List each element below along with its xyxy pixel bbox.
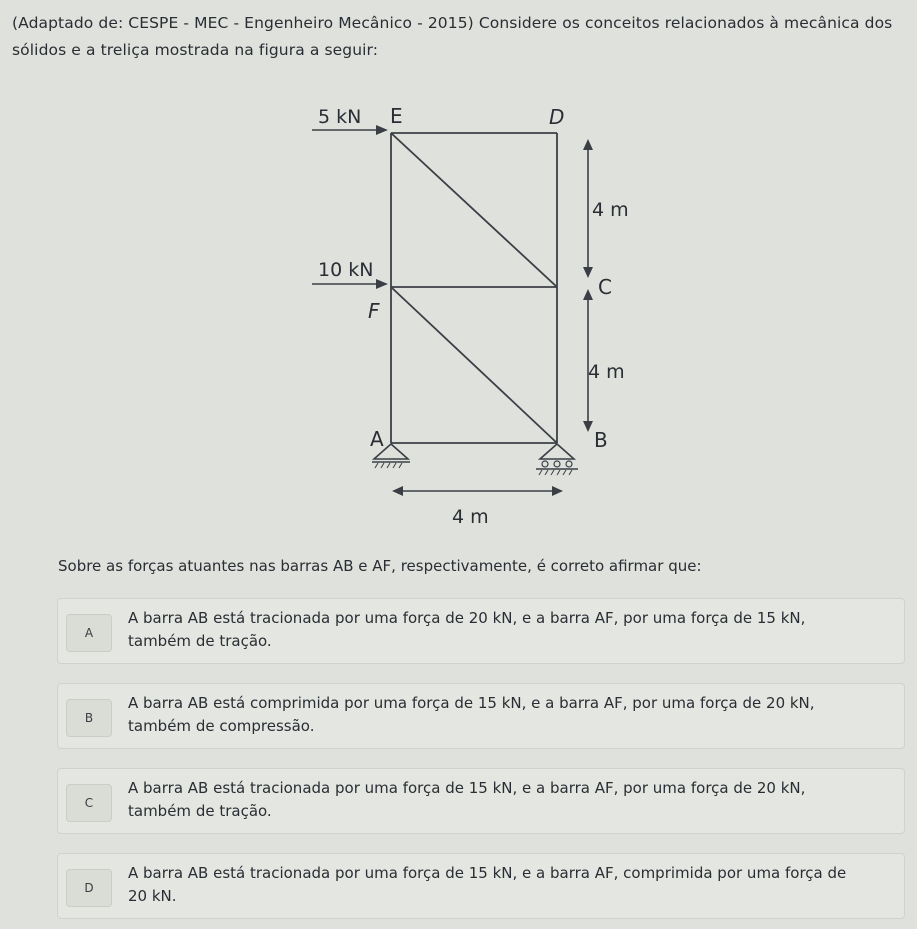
label-node-d: D [549, 105, 565, 129]
label-dim-horizontal: 4 m [452, 506, 489, 528]
member-fb [391, 287, 557, 443]
label-node-b: B [594, 428, 608, 452]
label-dim-top: 4 m [592, 199, 629, 221]
option-d-text: A barra AB está tracionada por uma força de 15 kN, e a barra AF, comprimida por uma força de 20 kN. [128, 864, 847, 905]
label-load-5kn: 5 kN [318, 106, 362, 128]
option-c-text: A barra AB está tracionada por uma força de 15 kN, e a barra AF, por uma força de 20 kN, também de tração. [128, 779, 806, 820]
question-intro: (Adaptado de: CESPE - MEC - Engenheiro Mecânico - 2015) Considere os conceitos relacionados à mecânica dos sólidos e a treliça mostrada na figura a seguir: [12, 14, 893, 59]
label-dim-bottom: 4 m [588, 361, 625, 383]
option-a-text: A barra AB está tracionada por uma força de 20 kN, e a barra AF, por uma força de 15 kN, também de tração. [128, 609, 806, 650]
option-a[interactable] [57, 598, 905, 664]
label-node-e: E [390, 104, 403, 128]
label-node-f: F [368, 299, 380, 323]
option-d-letter: D [66, 869, 112, 907]
option-c[interactable] [57, 768, 905, 834]
label-node-a: A [370, 427, 384, 451]
label-node-c: C [598, 275, 612, 299]
option-b-text: A barra AB está comprimida por uma força de 15 kN, e a barra AF, por uma força de 20 kN, também de compressão. [128, 694, 815, 735]
question-text: Sobre as forças atuantes nas barras AB e AF, respectivamente, é correto afirmar que: [58, 557, 702, 575]
member-ec [391, 133, 557, 287]
label-load-10kn: 10 kN [318, 259, 374, 281]
option-b[interactable] [57, 683, 905, 749]
option-a-letter: A [66, 614, 112, 652]
dimension-horizontal [392, 486, 563, 496]
option-d[interactable] [57, 853, 905, 919]
support-b [536, 444, 578, 475]
option-b-letter: B [66, 699, 112, 737]
option-c-letter: C [66, 784, 112, 822]
